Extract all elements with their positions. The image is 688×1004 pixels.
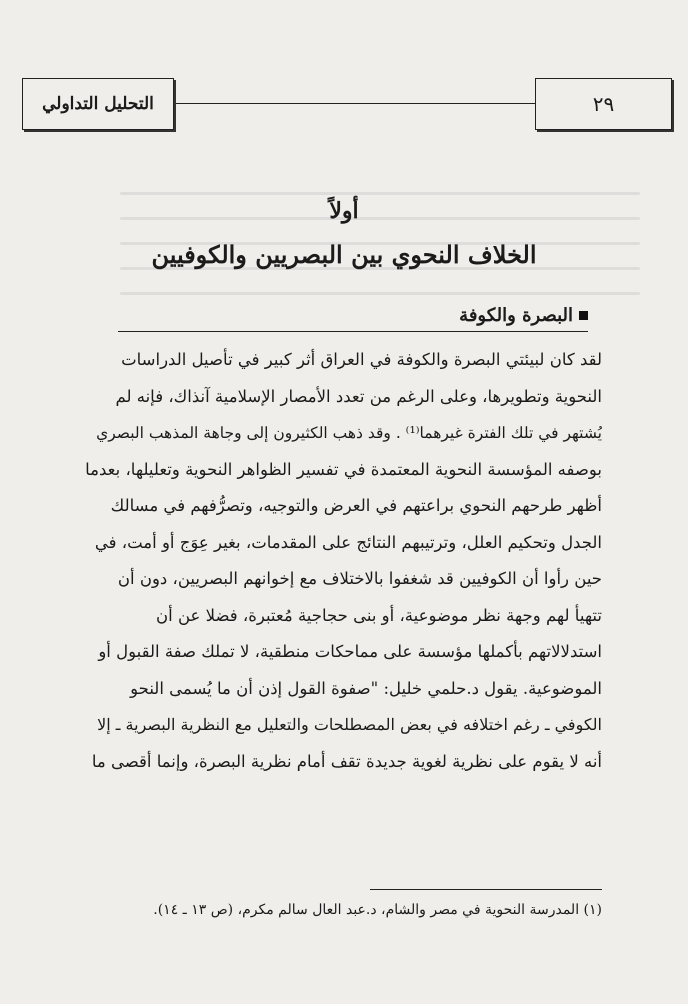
page-number: ٢٩ [535,78,672,130]
body-line: الموضوعية. يقول د.حلمي خليل: "صفوة القول إذن أن ما يُسمى النحو [130,678,602,698]
footnote-rule [370,889,602,890]
body-line: الكوفي ـ رغم اختلافه في بعض المصطلحات والتعليل مع النظرية البصرية ـ إلا [97,715,602,734]
body-text [82,342,602,780]
body-line: لقد كان لبيئتي البصرة والكوفة في العراق أثر كبير في تأصيل الدراسات [121,350,602,369]
header-rule [172,103,537,104]
body-line: أظهر طرحهم النحوي براعتهم في العرض والتوجيه، وتصرُّفهم في مسالك [110,496,602,515]
footnote: (١) المدرسة النحوية في مصر والشام، د.عبد العال سالم مكرم، (ص ١٣ ـ ١٤). [153,902,602,918]
body-line: حين رأوا أن الكوفيين قد شغفوا بالاختلاف مع إخوانهم البصريين، دون أن [117,569,602,588]
square-bullet-icon [579,311,588,320]
body-line: أنه لا يقوم على نظرية لغوية جديدة تقف أمام نظرية البصرة، وإنما أقصى ما [91,751,602,771]
section-underline [118,331,588,332]
body-line: يُشتهر في تلك الفترة غيرهما⁽¹⁾ . وقد ذهب الكثيرون إلى وجاهة المذهب البصري [96,424,602,442]
section-heading-text: البصرة والكوفة [459,304,573,326]
chapter-title: الخلاف النحوي بين البصريين والكوفيين [151,240,537,269]
body-line: النحوية وتطويرها، وعلى الرغم من تعدد الأمصار الإسلامية آنذاك، فإنه لم [115,386,602,406]
page-header [22,78,672,132]
body-line: الجدل وتحكيم العلل، وترتيبهم النتائج على المقدمات، بغير عِوَج أو أمت، في [94,532,602,552]
section-heading [459,298,588,332]
body-line: تتهيأ لهم وجهة نظر موضوعية، أو بنى حجاجية مُعتبرة، فضلا عن أن [156,605,602,625]
running-title: التحليل التداولي [22,78,174,130]
body-line: بوصفه المؤسسة النحوية المعتمدة في تفسير الظواهر النحوية وتعليلها، بعدما [85,459,602,479]
body-line: استدلالاتهم بأكملها مؤسسة على مماحكات منطقية، لا تملك صفة القبول أو [98,642,602,661]
section-kicker: أولاً [329,198,359,224]
